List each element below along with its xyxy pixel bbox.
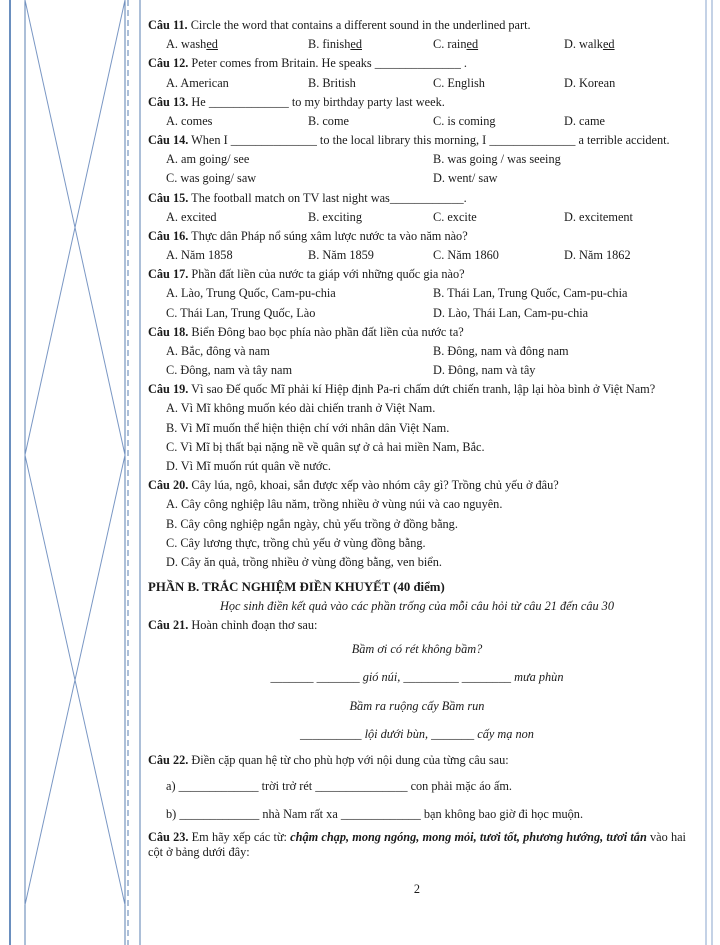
option-d: D. Vì Mĩ muốn rút quân về nước.: [166, 458, 331, 473]
option-c: C. was going/ saw: [166, 171, 257, 186]
question-17-options-row1: [148, 284, 686, 303]
option-a: A. comes: [166, 113, 213, 128]
section-heading: PHẦN B. TRẮC NGHIỆM ĐIỀN KHUYẾT (40 điểm): [148, 580, 445, 595]
question-15: Câu 15. The football match on TV last night was____________.: [148, 190, 467, 205]
option-d: D. Korean: [564, 75, 616, 90]
option-a: A. am going/ see: [166, 152, 250, 167]
poem-line: Bầm ơi có rét không bầm?: [351, 641, 483, 656]
option-d: D. Lào, Thái Lan, Cam-pu-chia: [433, 305, 589, 320]
question-19: Câu 19. Vì sao Đế quốc Mĩ phải kí Hiệp định Pa-ri chấm dứt chiến tranh, lập lại hòa bình ở Việt Nam?: [148, 382, 656, 397]
option-a: A. Lào, Trung Quốc, Cam-pu-chia: [166, 286, 336, 301]
option-c: C. is coming: [433, 113, 496, 128]
option-a: A. Vì Mĩ không muốn kéo dài chiến tranh ở Việt Nam.: [166, 401, 436, 416]
option-a: A. Cây công nghiệp lâu năm, trồng nhiều ở vùng núi và cao nguyên.: [166, 497, 503, 512]
option-b: B. Cây công nghiệp ngắn ngày, chủ yếu trồng ở đồng bằng.: [166, 516, 458, 531]
question-23: Câu 23. Em hãy xếp các từ: chậm chạp, mong ngóng, mong mỏi, tươi tốt, phương hướng, tươi tắn vào hai cột ở bảng dưới đây:: [148, 829, 686, 859]
question-17: Câu 17. Phần đất liền của nước ta giáp với những quốc gia nào?: [148, 267, 465, 282]
section-instruction: Học sinh điền kết quả vào các phần trống của mỗi câu hỏi từ câu 21 đến câu 30: [220, 599, 614, 614]
option-b: B. exciting: [308, 209, 362, 224]
option-a: A. Bắc, đông và nam: [166, 344, 270, 358]
option-c: C. Cây lương thực, trồng chủ yếu ở vùng đồng bằng.: [166, 535, 426, 550]
question-21: Câu 21. Hoàn chỉnh đoạn thơ sau:: [148, 618, 318, 633]
option-b: B. Đông, nam và đông nam: [433, 344, 569, 358]
poem-line: __________ lội dưới bùn, _______ cấy mạ non: [300, 726, 534, 741]
option-c: C. English: [433, 75, 485, 90]
question-18: Câu 18. Biển Đông bao bọc phía nào phần đất liền của nước ta?: [148, 324, 464, 339]
option-b: B. British: [308, 75, 356, 90]
question-11-options: [148, 35, 686, 54]
question-17-options-row2: [148, 304, 686, 323]
option-d: D. Cây ăn quả, trồng nhiều ở vùng đồng bằng, ven biển.: [166, 554, 442, 569]
option-a: A. American: [166, 75, 229, 90]
question-14-options-row1: [148, 150, 686, 169]
option-d: D. Năm 1862: [564, 248, 631, 263]
fill-item-b: b) _____________ nhà Nam rất xa _____________ bạn không bao giờ đi học muộn.: [166, 806, 584, 821]
option-d: D. went/ saw: [433, 171, 498, 186]
option-d: D. came: [564, 113, 605, 128]
option-d: D. excitement: [564, 209, 633, 224]
poem-line: Bầm ra ruộng cấy Bầm run: [349, 698, 485, 713]
option-c: C. Thái Lan, Trung Quốc, Lào: [166, 305, 316, 320]
option-b: B. Năm 1859: [308, 248, 374, 263]
option-b: B. finished: [308, 37, 362, 52]
question-18-options-row2: [148, 361, 686, 380]
question-13-options: [148, 112, 686, 131]
option-d: D. Đông, nam và tây: [433, 363, 536, 378]
option-a: A. washed: [166, 37, 218, 52]
option-c: C. rained: [433, 37, 479, 52]
question-12-options: [148, 74, 686, 93]
question-11: Câu 11. Circle the word that contains a different sound in the underlined part.: [148, 18, 531, 32]
page-number: 2: [413, 882, 421, 896]
document-page: [148, 16, 686, 896]
question-16-options: [148, 246, 686, 265]
option-a: A. Năm 1858: [166, 248, 233, 263]
question-14: Câu 14. When I ______________ to the local library this morning, I ______________ a terrible accident.: [148, 133, 670, 148]
option-c: C. Năm 1860: [433, 248, 499, 263]
fill-item-a: a) _____________ trời trở rét _______________ con phải mặc áo ấm.: [166, 778, 512, 793]
question-12: Câu 12. Peter comes from Britain. He speaks ______________ .: [148, 56, 468, 71]
poem-line: _______ _______ gió núi, _________ ________ mưa phùn: [270, 669, 564, 684]
option-b: B. Vì Mĩ muốn thể hiện thiện chí với nhân dân Việt Nam.: [166, 420, 450, 435]
question-13: Câu 13. He _____________ to my birthday party last week.: [148, 94, 445, 109]
option-b: B. come: [308, 113, 349, 128]
option-c: C. Đông, nam và tây nam: [166, 363, 293, 378]
question-14-options-row2: [148, 169, 686, 188]
option-b: B. was going / was seeing: [433, 152, 561, 167]
option-b: B. Thái Lan, Trung Quốc, Cam-pu-chia: [433, 286, 628, 301]
option-a: A. excited: [166, 209, 217, 224]
option-d: D. walked: [564, 37, 615, 52]
question-22: Câu 22. Điền cặp quan hệ từ cho phù hợp với nội dung của từng câu sau:: [148, 752, 509, 767]
question-16: Câu 16. Thực dân Pháp nổ súng xâm lược nước ta vào năm nào?: [148, 228, 468, 243]
option-c: C. excite: [433, 209, 477, 224]
question-15-options: [148, 208, 686, 227]
question-18-options-row1: [148, 342, 686, 361]
question-20: Câu 20. Cây lúa, ngô, khoai, sắn được xếp vào nhóm cây gì? Trồng chủ yếu ở đâu?: [148, 478, 559, 493]
option-c: C. Vì Mĩ bị thất bại nặng nề về quân sự ở cả hai miền Nam, Bắc.: [166, 439, 485, 454]
